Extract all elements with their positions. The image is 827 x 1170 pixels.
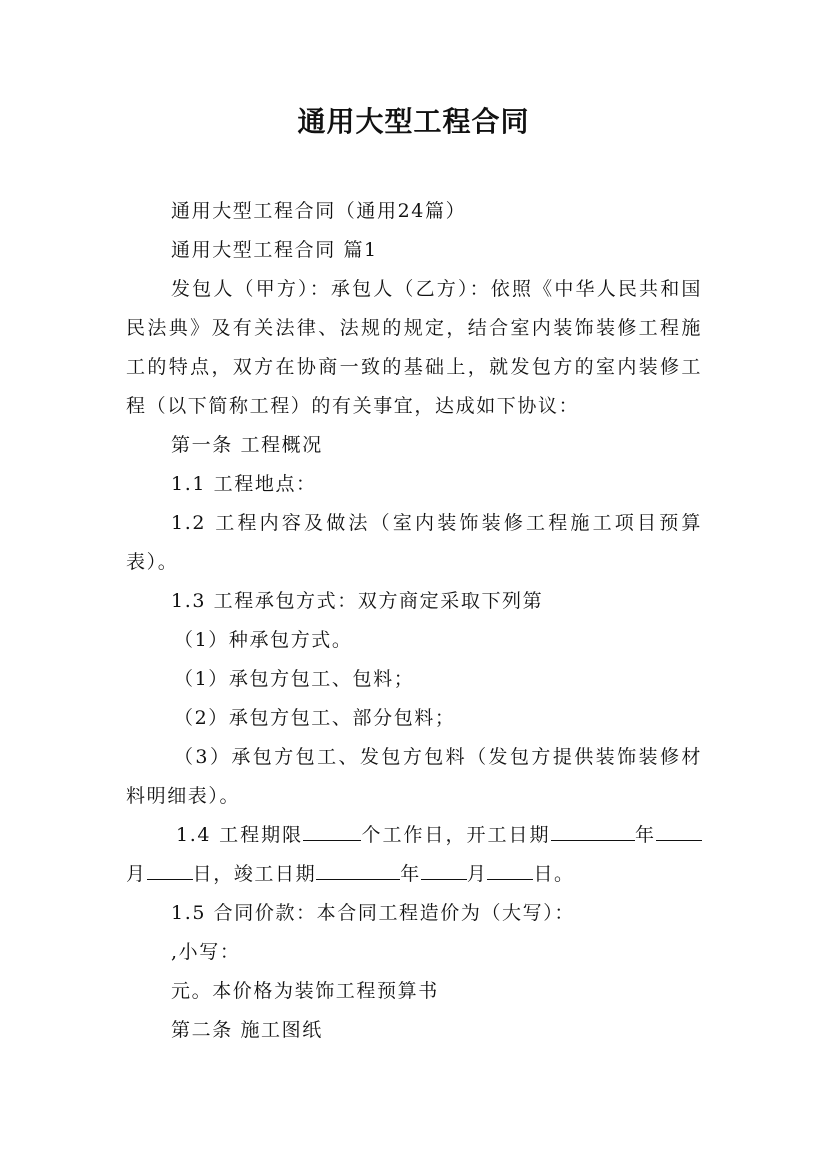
paragraph-article-2: 第二条 施工图纸 xyxy=(171,1019,323,1041)
paragraph-1-1: 1.1 工程地点： xyxy=(171,473,317,495)
paragraph-article-1: 第一条 工程概况 xyxy=(171,434,323,456)
paragraph-option-2: （2）承包方包工、部分包料； xyxy=(174,707,456,729)
paragraph-1-4 xyxy=(126,816,702,894)
paragraph-section-heading: 通用大型工程合同 篇1 xyxy=(171,239,378,261)
period-day-end: 日。 xyxy=(533,863,575,885)
paragraph-1-3: 1.3 工程承包方式：双方商定采取下列第 xyxy=(171,590,544,612)
document-title: 通用大型工程合同 xyxy=(297,105,530,138)
blank-start-month xyxy=(656,824,702,841)
paragraph-1-2: 1.2 工程内容及做法（室内装饰装修工程施工项目预算表）。 xyxy=(126,512,702,573)
document-body xyxy=(126,192,702,1050)
blank-start-year xyxy=(551,824,635,841)
blank-workdays xyxy=(303,824,361,841)
period-text-start: 个工作日，开工日期 xyxy=(361,824,551,846)
period-month-1: 月 xyxy=(126,863,147,885)
blank-end-month xyxy=(421,863,467,880)
paragraph-price-basis: 元。本价格为装饰工程预算书 xyxy=(171,980,439,1002)
paragraph-1-5: 1.5 合同价款：本合同工程造价为（大写）： xyxy=(171,902,575,924)
period-year-1: 年 xyxy=(634,824,656,846)
period-month-2: 月 xyxy=(466,863,488,885)
paragraph-preamble: 发包人（甲方）：承包人（乙方）：依照《中华人民共和国民法典》及有关法律、法规的规定，结合室内装饰装修工程施工的特点，双方在协商一致的基础上，就发包方的室内装修工程（以下简称工程）的有关事宜，达成如下协议： xyxy=(126,278,702,417)
blank-end-day xyxy=(487,863,533,880)
paragraph-option-3: （3）承包方包工、发包方包料（发包方提供装饰装修材料明细表）。 xyxy=(126,746,702,807)
paragraph-option-1: （1）承包方包工、包料； xyxy=(174,668,415,690)
blank-end-year xyxy=(316,863,400,880)
blank-start-day xyxy=(147,863,193,880)
paragraph-lowercase: ,小写： xyxy=(171,941,241,963)
period-year-2: 年 xyxy=(400,863,421,885)
period-label: 1.4 工程期限 xyxy=(176,824,304,846)
paragraph-subtitle: 通用大型工程合同（通用24篇） xyxy=(171,200,467,222)
period-text-end: 日，竣工日期 xyxy=(192,863,317,885)
paragraph-method: （1）种承包方式。 xyxy=(174,629,353,651)
